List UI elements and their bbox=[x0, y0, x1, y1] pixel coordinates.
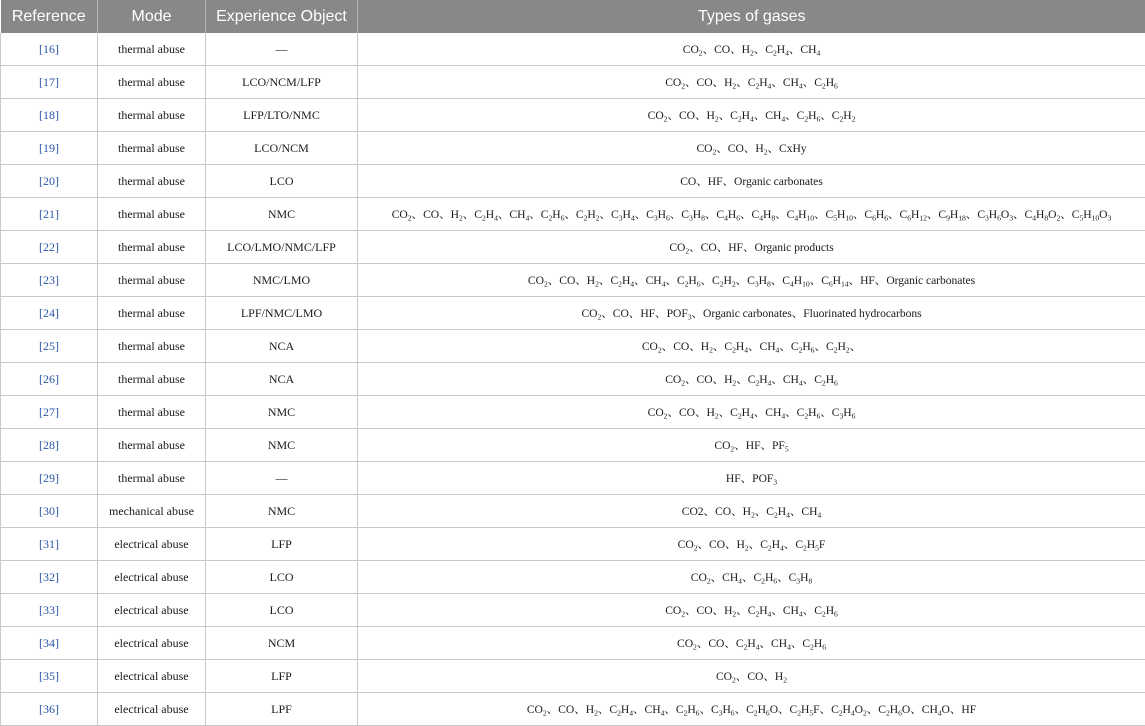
gases-cell: $CO_2$、CO、$H_2$、$C_2H_4$、$CH_4$、$C_2H_6$、$C_2H_2$、$C_3H_4$、$C_3H_6$、$C_3H_8$、$C_4H_6$、$C_4H_8$、$C_4H_{10}$、$C_5H_{10}$、$C_6H_6$、$C_6H_{12}$、$C_9H_{18}$、$C_3H_6O_3$、$C_4H_8O_2$、$C_5H_{10}O_3$ bbox=[358, 198, 1145, 231]
reference-link[interactable]: 32 bbox=[43, 570, 55, 584]
reference-link[interactable]: 17 bbox=[43, 75, 55, 89]
header-experience-object: Experience Object bbox=[206, 0, 358, 33]
reference-link[interactable]: 18 bbox=[43, 108, 55, 122]
reference-link[interactable]: 34 bbox=[43, 636, 55, 650]
reference-cell: [29] bbox=[1, 462, 98, 495]
table-row bbox=[1, 660, 1145, 693]
reference-cell: [34] bbox=[1, 627, 98, 660]
gases-cell: $CO_2$、CO、HF、Organic products bbox=[358, 231, 1145, 264]
reference-link[interactable]: 26 bbox=[43, 372, 55, 386]
experience-object-cell: NCM bbox=[206, 627, 358, 660]
experience-object-cell: LFP bbox=[206, 528, 358, 561]
reference-cell: [35] bbox=[1, 660, 98, 693]
gases-cell: $CO_2$、CO、$H_2$、$C_2H_4$、$CH_4$、$C_2H_6$、$C_2H_2$、$C_3H_8$、$C_4H_{10}$、$C_6H_{14}$、HF、Organic carbonates bbox=[358, 264, 1145, 297]
reference-cell: [22] bbox=[1, 231, 98, 264]
mode-cell: thermal abuse bbox=[98, 330, 206, 363]
reference-link[interactable]: 16 bbox=[43, 42, 55, 56]
gases-cell: $CO_2$、CO、$H_2$、$C_2H_4$、$CH_4$、$C_2H_6$、$C_2H_2$ bbox=[358, 99, 1145, 132]
table-row bbox=[1, 165, 1145, 198]
reference-link[interactable]: 25 bbox=[43, 339, 55, 353]
experience-object-cell: LCO bbox=[206, 594, 358, 627]
table-row bbox=[1, 231, 1145, 264]
experience-object-cell: LCO bbox=[206, 165, 358, 198]
reference-link[interactable]: 36 bbox=[43, 702, 55, 716]
table-row bbox=[1, 198, 1145, 231]
table-row bbox=[1, 429, 1145, 462]
reference-link[interactable]: 21 bbox=[43, 207, 55, 221]
mode-cell: thermal abuse bbox=[98, 396, 206, 429]
experience-object-cell: — bbox=[206, 462, 358, 495]
reference-link[interactable]: 28 bbox=[43, 438, 55, 452]
reference-link[interactable]: 20 bbox=[43, 174, 55, 188]
reference-link[interactable]: 30 bbox=[43, 504, 55, 518]
mode-cell: thermal abuse bbox=[98, 462, 206, 495]
mode-cell: electrical abuse bbox=[98, 594, 206, 627]
reference-cell: [24] bbox=[1, 297, 98, 330]
table-row bbox=[1, 561, 1145, 594]
reference-cell: [32] bbox=[1, 561, 98, 594]
reference-link[interactable]: 19 bbox=[43, 141, 55, 155]
experience-object-cell: — bbox=[206, 33, 358, 66]
experience-object-cell: NMC bbox=[206, 198, 358, 231]
mode-cell: thermal abuse bbox=[98, 33, 206, 66]
gases-cell: $CO_2$、CO、$H_2$、$C_2H_4$、$CH_4$、$C_2H_6$、$C_3H_6$、$C_2H_6O$、$C_2H_5F$、$C_2H_4O_2$、$C_2H_6O$、$CH_4O$、HF bbox=[358, 693, 1145, 726]
experience-object-cell: NCA bbox=[206, 330, 358, 363]
header-reference: Reference bbox=[1, 0, 98, 33]
gases-cell: $CO_2$、HF、$PF_5$ bbox=[358, 429, 1145, 462]
experience-object-cell: NMC bbox=[206, 495, 358, 528]
reference-link[interactable]: 29 bbox=[43, 471, 55, 485]
experience-object-cell: LCO/NCM/LFP bbox=[206, 66, 358, 99]
mode-cell: thermal abuse bbox=[98, 198, 206, 231]
experience-object-cell: LCO bbox=[206, 561, 358, 594]
gases-cell: $CO_2$、CO、$H_2$、CxHy bbox=[358, 132, 1145, 165]
reference-cell: [27] bbox=[1, 396, 98, 429]
table-row bbox=[1, 693, 1145, 726]
mode-cell: thermal abuse bbox=[98, 429, 206, 462]
table-header bbox=[1, 0, 1145, 33]
mode-cell: thermal abuse bbox=[98, 264, 206, 297]
table-row bbox=[1, 462, 1145, 495]
mode-cell: thermal abuse bbox=[98, 165, 206, 198]
gases-cell: $CO_2$、CO、$H_2$、$C_2H_4$、$CH_4$、$C_2H_6$ bbox=[358, 66, 1145, 99]
gases-cell: HF、$POF_3$ bbox=[358, 462, 1145, 495]
table-row bbox=[1, 330, 1145, 363]
gases-cell: $CO_2$、CO、$H_2$、$C_2H_4$、$CH_4$ bbox=[358, 33, 1145, 66]
mode-cell: electrical abuse bbox=[98, 693, 206, 726]
experience-object-cell: LCO/NCM bbox=[206, 132, 358, 165]
reference-link[interactable]: 27 bbox=[43, 405, 55, 419]
reference-cell: [17] bbox=[1, 66, 98, 99]
gases-cell: $CO_2$、CO、$H_2$ bbox=[358, 660, 1145, 693]
experience-object-cell: NCA bbox=[206, 363, 358, 396]
experience-object-cell: LFP bbox=[206, 660, 358, 693]
reference-link[interactable]: 24 bbox=[43, 306, 55, 320]
experience-object-cell: LPF bbox=[206, 693, 358, 726]
mode-cell: thermal abuse bbox=[98, 99, 206, 132]
gases-cell: $CO_2$、CO、$H_2$、$C_2H_4$、$CH_4$、$C_2H_6$、$C_2H_2$、 bbox=[358, 330, 1145, 363]
gases-cell: $CO_2$、CO、$H_2$、$C_2H_4$、$CH_4$、$C_2H_6$ bbox=[358, 363, 1145, 396]
gases-cell: CO2、CO、$H_2$、$C_2H_4$、$CH_4$ bbox=[358, 495, 1145, 528]
table-body bbox=[1, 33, 1145, 726]
experience-object-cell: LPF/NMC/LMO bbox=[206, 297, 358, 330]
gases-cell: $CO_2$、$CH_4$、$C_2H_6$、$C_3H_8$ bbox=[358, 561, 1145, 594]
mode-cell: thermal abuse bbox=[98, 66, 206, 99]
experience-object-cell: LCO/LMO/NMC/LFP bbox=[206, 231, 358, 264]
header-mode: Mode bbox=[98, 0, 206, 33]
reference-link[interactable]: 33 bbox=[43, 603, 55, 617]
reference-cell: [21] bbox=[1, 198, 98, 231]
header-row bbox=[1, 0, 1145, 33]
reference-cell: [16] bbox=[1, 33, 98, 66]
mode-cell: electrical abuse bbox=[98, 561, 206, 594]
table-row bbox=[1, 495, 1145, 528]
reference-cell: [36] bbox=[1, 693, 98, 726]
reference-link[interactable]: 31 bbox=[43, 537, 55, 551]
reference-cell: [31] bbox=[1, 528, 98, 561]
table-row bbox=[1, 363, 1145, 396]
table-row bbox=[1, 594, 1145, 627]
gases-cell: CO、HF、Organic carbonates bbox=[358, 165, 1145, 198]
table-row bbox=[1, 66, 1145, 99]
experience-object-cell: LFP/LTO/NMC bbox=[206, 99, 358, 132]
gases-cell: $CO_2$、CO、$H_2$、$C_2H_4$、$C_2H_5F$ bbox=[358, 528, 1145, 561]
reference-cell: [18] bbox=[1, 99, 98, 132]
mode-cell: mechanical abuse bbox=[98, 495, 206, 528]
table-row bbox=[1, 264, 1145, 297]
reference-cell: [26] bbox=[1, 363, 98, 396]
header-types-of-gases: Types of gases bbox=[358, 0, 1145, 33]
reference-cell: [25] bbox=[1, 330, 98, 363]
reference-cell: [20] bbox=[1, 165, 98, 198]
table-row bbox=[1, 627, 1145, 660]
mode-cell: thermal abuse bbox=[98, 231, 206, 264]
gases-cell: $CO_2$、CO、$C_2H_4$、$CH_4$、$C_2H_6$ bbox=[358, 627, 1145, 660]
table-row bbox=[1, 396, 1145, 429]
gases-cell: $CO_2$、CO、$H_2$、$C_2H_4$、$CH_4$、$C_2H_6$、$C_3H_6$ bbox=[358, 396, 1145, 429]
experience-object-cell: NMC bbox=[206, 429, 358, 462]
reference-link[interactable]: 35 bbox=[43, 669, 55, 683]
mode-cell: electrical abuse bbox=[98, 528, 206, 561]
table-row bbox=[1, 99, 1145, 132]
table-row bbox=[1, 528, 1145, 561]
reference-cell: [23] bbox=[1, 264, 98, 297]
mode-cell: thermal abuse bbox=[98, 363, 206, 396]
reference-link[interactable]: 22 bbox=[43, 240, 55, 254]
mode-cell: thermal abuse bbox=[98, 132, 206, 165]
reference-link[interactable]: 23 bbox=[43, 273, 55, 287]
gases-cell: $CO_2$、CO、HF、$POF_3$、Organic carbonates、Fluorinated hydrocarbons bbox=[358, 297, 1145, 330]
experience-object-cell: NMC/LMO bbox=[206, 264, 358, 297]
reference-cell: [19] bbox=[1, 132, 98, 165]
gases-cell: $CO_2$、CO、$H_2$、$C_2H_4$、$CH_4$、$C_2H_6$ bbox=[358, 594, 1145, 627]
mode-cell: electrical abuse bbox=[98, 660, 206, 693]
reference-cell: [28] bbox=[1, 429, 98, 462]
reference-cell: [33] bbox=[1, 594, 98, 627]
table-row bbox=[1, 297, 1145, 330]
mode-cell: thermal abuse bbox=[98, 297, 206, 330]
table-row bbox=[1, 33, 1145, 66]
table-row bbox=[1, 132, 1145, 165]
experience-object-cell: NMC bbox=[206, 396, 358, 429]
reference-cell: [30] bbox=[1, 495, 98, 528]
mode-cell: electrical abuse bbox=[98, 627, 206, 660]
